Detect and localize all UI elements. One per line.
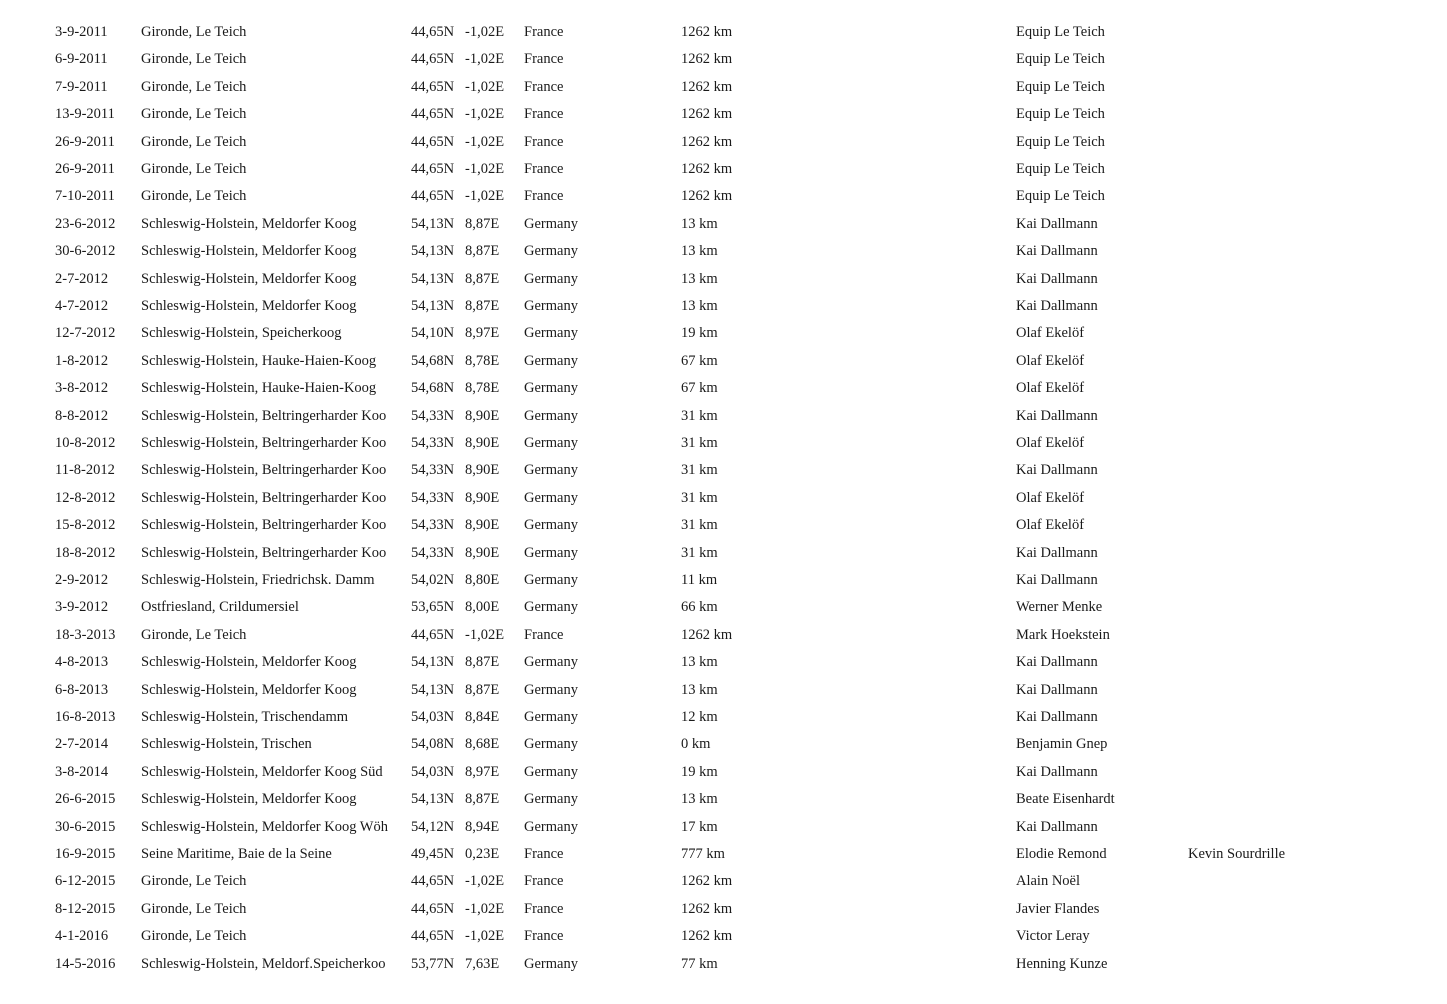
place-cell: Seine Maritime, Baie de la Seine — [141, 846, 332, 862]
record-row — [0, 622, 1447, 648]
record-row — [0, 46, 1447, 72]
longitude-cell: -1,02E — [465, 51, 505, 68]
distance-cell: 1262 km — [681, 188, 733, 205]
country-cell: Germany — [524, 818, 578, 835]
observer-cell: Kai Dallmann — [1016, 763, 1098, 780]
date-cell: 26-6-2015 — [55, 791, 116, 808]
date-cell: 26-9-2011 — [55, 133, 115, 150]
longitude-cell: -1,02E — [465, 626, 505, 643]
place-cell: Schleswig-Holstein, Beltringerharder Koo — [141, 544, 387, 561]
observer-cell: Equip Le Teich — [1016, 51, 1105, 68]
latitude-cell: 44,65N — [411, 51, 455, 68]
observer-cell: Benjamin Gnep — [1016, 736, 1108, 753]
latitude-cell: 44,65N — [411, 873, 455, 890]
longitude-cell: 8,97E — [465, 325, 500, 342]
observer-cell: Equip Le Teich — [1016, 188, 1105, 205]
country-cell: Germany — [524, 654, 578, 671]
observer-cell: Kai Dallmann — [1016, 215, 1098, 232]
longitude-cell: 8,94E — [465, 818, 500, 835]
date-cell: 2-9-2012 — [55, 572, 109, 588]
place-cell: Schleswig-Holstein, Beltringerharder Koo — [141, 407, 387, 424]
distance-cell: 13 km — [681, 654, 718, 671]
observer-cell: Kai Dallmann — [1016, 654, 1098, 671]
record-row — [0, 923, 1447, 949]
place-cell: Gironde, Le Teich — [141, 161, 247, 177]
place-cell: Ostfriesland, Crildumersiel — [141, 599, 299, 616]
latitude-cell: 54,13N — [411, 681, 455, 698]
observer-cell: Victor Leray — [1016, 928, 1090, 945]
country-cell: France — [524, 188, 564, 205]
country-cell: Germany — [524, 325, 578, 342]
longitude-cell: 8,68E — [465, 736, 500, 753]
longitude-cell: 8,80E — [465, 572, 500, 588]
distance-cell: 13 km — [681, 681, 718, 698]
date-cell: 7-9-2011 — [55, 78, 108, 95]
longitude-cell: 8,00E — [465, 599, 500, 616]
longitude-cell: -1,02E — [465, 24, 505, 40]
record-row — [0, 266, 1447, 292]
date-cell: 11-8-2012 — [55, 462, 115, 479]
place-cell: Gironde, Le Teich — [141, 626, 247, 643]
latitude-cell: 49,45N — [411, 846, 455, 862]
distance-cell: 777 km — [681, 846, 725, 862]
place-cell: Gironde, Le Teich — [141, 24, 247, 40]
country-cell: Germany — [524, 681, 578, 698]
place-cell: Schleswig-Holstein, Meldorfer Koog — [141, 654, 357, 671]
observer-cell: Olaf Ekelöf — [1016, 489, 1085, 506]
distance-cell: 1262 km — [681, 78, 733, 95]
latitude-cell: 54,13N — [411, 270, 455, 287]
latitude-cell: 54,33N — [411, 435, 455, 451]
country-cell: Germany — [524, 435, 578, 451]
date-cell: 3-9-2012 — [55, 599, 109, 616]
longitude-cell: 8,90E — [465, 462, 500, 479]
observer-cell: Kai Dallmann — [1016, 544, 1098, 561]
distance-cell: 1262 km — [681, 106, 733, 123]
date-cell: 12-7-2012 — [55, 325, 116, 342]
record-row — [0, 731, 1447, 757]
distance-cell: 1262 km — [681, 900, 733, 917]
record-row — [0, 677, 1447, 703]
latitude-cell: 54,33N — [411, 407, 455, 424]
place-cell: Schleswig-Holstein, Trischen — [141, 736, 312, 753]
place-cell: Gironde, Le Teich — [141, 928, 247, 945]
longitude-cell: 8,78E — [465, 380, 500, 397]
latitude-cell: 44,65N — [411, 928, 455, 945]
distance-cell: 17 km — [681, 818, 718, 835]
distance-cell: 66 km — [681, 599, 718, 616]
date-cell: 7-10-2011 — [55, 188, 115, 205]
country-cell: France — [524, 900, 564, 917]
date-cell: 6-12-2015 — [55, 873, 116, 890]
record-row — [0, 101, 1447, 127]
latitude-cell: 54,33N — [411, 544, 455, 561]
latitude-cell: 44,65N — [411, 188, 455, 205]
country-cell: Germany — [524, 380, 578, 397]
longitude-cell: 8,90E — [465, 435, 500, 451]
latitude-cell: 44,65N — [411, 106, 455, 123]
place-cell: Schleswig-Holstein, Meldorfer Koog — [141, 243, 357, 260]
distance-cell: 1262 km — [681, 873, 733, 890]
distance-cell: 1262 km — [681, 928, 733, 945]
observer-cell: Mark Hoekstein — [1016, 626, 1110, 643]
latitude-cell: 53,65N — [411, 599, 455, 616]
date-cell: 3-8-2012 — [55, 380, 109, 397]
longitude-cell: 8,87E — [465, 215, 500, 232]
latitude-cell: 54,68N — [411, 380, 455, 397]
record-row — [0, 540, 1447, 566]
latitude-cell: 54,33N — [411, 517, 455, 534]
latitude-cell: 44,65N — [411, 133, 455, 150]
record-row — [0, 211, 1447, 237]
latitude-cell: 44,65N — [411, 900, 455, 917]
longitude-cell: 8,87E — [465, 298, 500, 314]
date-cell: 3-9-2011 — [55, 24, 108, 40]
date-cell: 2-7-2014 — [55, 736, 109, 753]
longitude-cell: 8,84E — [465, 709, 500, 725]
distance-cell: 13 km — [681, 298, 718, 314]
country-cell: Germany — [524, 736, 578, 753]
longitude-cell: -1,02E — [465, 133, 505, 150]
country-cell: Germany — [524, 215, 578, 232]
date-cell: 1-8-2012 — [55, 352, 109, 369]
distance-cell: 19 km — [681, 763, 718, 780]
place-cell: Schleswig-Holstein, Meldorfer Koog Süd — [141, 763, 383, 780]
country-cell: France — [524, 161, 564, 177]
date-cell: 8-8-2012 — [55, 407, 109, 424]
distance-cell: 11 km — [681, 572, 718, 588]
record-row — [0, 786, 1447, 812]
longitude-cell: 8,87E — [465, 791, 500, 808]
country-cell: France — [524, 133, 564, 150]
place-cell: Gironde, Le Teich — [141, 51, 247, 68]
distance-cell: 31 km — [681, 544, 718, 561]
record-row — [0, 375, 1447, 401]
date-cell: 8-12-2015 — [55, 900, 116, 917]
distance-cell: 67 km — [681, 380, 718, 397]
record-row — [0, 951, 1447, 977]
country-cell: Germany — [524, 709, 578, 725]
observer-cell: Kai Dallmann — [1016, 462, 1098, 479]
longitude-cell: -1,02E — [465, 188, 505, 205]
record-row — [0, 19, 1447, 45]
date-cell: 15-8-2012 — [55, 517, 116, 534]
longitude-cell: 8,90E — [465, 517, 500, 534]
record-row — [0, 896, 1447, 922]
longitude-cell: 8,90E — [465, 544, 500, 561]
country-cell: Germany — [524, 270, 578, 287]
longitude-cell: 8,87E — [465, 654, 500, 671]
record-row — [0, 320, 1447, 346]
distance-cell: 1262 km — [681, 133, 733, 150]
longitude-cell: -1,02E — [465, 78, 505, 95]
place-cell: Gironde, Le Teich — [141, 133, 247, 150]
latitude-cell: 44,65N — [411, 24, 455, 40]
observer-cell: Alain Noël — [1016, 873, 1081, 890]
date-cell: 16-9-2015 — [55, 846, 116, 862]
latitude-cell: 54,13N — [411, 654, 455, 671]
record-row — [0, 238, 1447, 264]
country-cell: France — [524, 873, 564, 890]
latitude-cell: 54,03N — [411, 709, 455, 725]
place-cell: Schleswig-Holstein, Beltringerharder Koo — [141, 489, 387, 506]
record-row — [0, 348, 1447, 374]
longitude-cell: 8,90E — [465, 489, 500, 506]
date-cell: 16-8-2013 — [55, 709, 116, 725]
record-row — [0, 74, 1447, 100]
date-cell: 18-8-2012 — [55, 544, 116, 561]
country-cell: Germany — [524, 517, 578, 534]
date-cell: 30-6-2015 — [55, 818, 116, 835]
date-cell: 10-8-2012 — [55, 435, 116, 451]
distance-cell: 1262 km — [681, 626, 733, 643]
observer-cell: Olaf Ekelöf — [1016, 435, 1085, 451]
distance-cell: 1262 km — [681, 161, 733, 177]
record-row — [0, 156, 1447, 182]
place-cell: Schleswig-Holstein, Meldorfer Koog — [141, 270, 357, 287]
country-cell: Germany — [524, 544, 578, 561]
country-cell: Germany — [524, 572, 578, 588]
date-cell: 14-5-2016 — [55, 955, 116, 972]
country-cell: Germany — [524, 791, 578, 808]
place-cell: Schleswig-Holstein, Trischendamm — [141, 709, 349, 725]
date-cell: 6-8-2013 — [55, 681, 109, 698]
observer-cell: Olaf Ekelöf — [1016, 352, 1085, 369]
country-cell: France — [524, 846, 564, 862]
place-cell: Schleswig-Holstein, Hauke-Haien-Koog — [141, 380, 377, 397]
record-row — [0, 649, 1447, 675]
longitude-cell: 8,87E — [465, 270, 500, 287]
record-row — [0, 183, 1447, 209]
latitude-cell: 53,77N — [411, 955, 455, 972]
country-cell: Germany — [524, 763, 578, 780]
latitude-cell: 54,10N — [411, 325, 455, 342]
date-cell: 30-6-2012 — [55, 243, 116, 260]
place-cell: Gironde, Le Teich — [141, 106, 247, 123]
distance-cell: 1262 km — [681, 51, 733, 68]
date-cell: 4-8-2013 — [55, 654, 109, 671]
latitude-cell: 44,65N — [411, 626, 455, 643]
place-cell: Schleswig-Holstein, Beltringerharder Koo — [141, 517, 387, 534]
date-cell: 23-6-2012 — [55, 215, 116, 232]
longitude-cell: 8,87E — [465, 243, 500, 260]
observer-cell: Kai Dallmann — [1016, 243, 1098, 260]
record-row — [0, 567, 1447, 593]
latitude-cell: 54,13N — [411, 243, 455, 260]
date-cell: 12-8-2012 — [55, 489, 116, 506]
place-cell: Gironde, Le Teich — [141, 188, 247, 205]
latitude-cell: 54,13N — [411, 298, 455, 314]
latitude-cell: 54,03N — [411, 763, 455, 780]
latitude-cell: 54,13N — [411, 215, 455, 232]
distance-cell: 31 km — [681, 435, 718, 451]
distance-cell: 13 km — [681, 243, 718, 260]
observer-cell: Javier Flandes — [1016, 900, 1100, 917]
country-cell: Germany — [524, 489, 578, 506]
record-row — [0, 759, 1447, 785]
country-cell: Germany — [524, 352, 578, 369]
place-cell: Schleswig-Holstein, Meldorfer Koog — [141, 215, 357, 232]
country-cell: Germany — [524, 599, 578, 616]
distance-cell: 13 km — [681, 270, 718, 287]
distance-cell: 31 km — [681, 462, 718, 479]
place-cell: Gironde, Le Teich — [141, 78, 247, 95]
country-cell: France — [524, 106, 564, 123]
distance-cell: 13 km — [681, 791, 718, 808]
record-row — [0, 841, 1447, 867]
longitude-cell: 7,63E — [465, 955, 500, 972]
latitude-cell: 54,12N — [411, 818, 455, 835]
observer-cell: Equip Le Teich — [1016, 78, 1105, 95]
record-row — [0, 868, 1447, 894]
date-cell: 6-9-2011 — [55, 51, 108, 68]
country-cell: Germany — [524, 243, 578, 260]
place-cell: Schleswig-Holstein, Meldorf.Speicherkoo — [141, 955, 386, 972]
longitude-cell: -1,02E — [465, 900, 505, 917]
latitude-cell: 54,13N — [411, 791, 455, 808]
record-row — [0, 704, 1447, 730]
observer-cell: Henning Kunze — [1016, 955, 1108, 972]
place-cell: Schleswig-Holstein, Meldorfer Koog — [141, 791, 357, 808]
observer-cell: Elodie Remond — [1016, 846, 1107, 862]
distance-cell: 13 km — [681, 215, 718, 232]
distance-cell: 67 km — [681, 352, 718, 369]
record-row — [0, 457, 1447, 483]
observer-cell: Kai Dallmann — [1016, 818, 1098, 835]
record-row — [0, 512, 1447, 538]
observer-cell: Olaf Ekelöf — [1016, 517, 1085, 534]
country-cell: France — [524, 24, 564, 40]
observer-cell: Equip Le Teich — [1016, 24, 1105, 40]
place-cell: Schleswig-Holstein, Meldorfer Koog Wöh — [141, 818, 388, 835]
country-cell: Germany — [524, 955, 578, 972]
country-cell: France — [524, 51, 564, 68]
record-row — [0, 594, 1447, 620]
observer-cell: Equip Le Teich — [1016, 106, 1105, 123]
latitude-cell: 54,33N — [411, 462, 455, 479]
observer-cell: Olaf Ekelöf — [1016, 380, 1085, 397]
latitude-cell: 54,08N — [411, 736, 455, 753]
place-cell: Schleswig-Holstein, Speicherkoog — [141, 325, 342, 342]
latitude-cell: 54,33N — [411, 489, 455, 506]
record-row — [0, 814, 1447, 840]
observer-cell: Equip Le Teich — [1016, 133, 1105, 150]
longitude-cell: 8,78E — [465, 352, 500, 369]
record-row — [0, 403, 1447, 429]
longitude-cell: -1,02E — [465, 873, 505, 890]
latitude-cell: 44,65N — [411, 161, 455, 177]
country-cell: France — [524, 78, 564, 95]
longitude-cell: 8,97E — [465, 763, 500, 780]
place-cell: Schleswig-Holstein, Beltringerharder Koo — [141, 462, 387, 479]
longitude-cell: -1,02E — [465, 161, 505, 177]
longitude-cell: -1,02E — [465, 106, 505, 123]
latitude-cell: 44,65N — [411, 78, 455, 95]
distance-cell: 1262 km — [681, 24, 733, 40]
place-cell: Schleswig-Holstein, Friedrichsk. Damm — [141, 572, 375, 588]
observer-cell: Olaf Ekelöf — [1016, 325, 1085, 342]
observer-cell: Kai Dallmann — [1016, 270, 1098, 287]
place-cell: Schleswig-Holstein, Hauke-Haien-Koog — [141, 352, 377, 369]
second-observer-cell: Kevin Sourdrille — [1188, 846, 1286, 862]
observer-cell: Kai Dallmann — [1016, 572, 1098, 588]
observer-cell: Kai Dallmann — [1016, 407, 1098, 424]
date-cell: 26-9-2011 — [55, 161, 115, 177]
record-row — [0, 485, 1447, 511]
country-cell: Germany — [524, 462, 578, 479]
longitude-cell: 0,23E — [465, 846, 500, 862]
distance-cell: 0 km — [681, 736, 711, 753]
date-cell: 2-7-2012 — [55, 270, 109, 287]
observer-cell: Beate Eisenhardt — [1016, 791, 1115, 808]
latitude-cell: 54,68N — [411, 352, 455, 369]
date-cell: 3-8-2014 — [55, 763, 109, 780]
record-row — [0, 430, 1447, 456]
distance-cell: 31 km — [681, 489, 718, 506]
country-cell: Germany — [524, 407, 578, 424]
distance-cell: 31 km — [681, 407, 718, 424]
place-cell: Schleswig-Holstein, Meldorfer Koog — [141, 681, 357, 698]
longitude-cell: -1,02E — [465, 928, 505, 945]
country-cell: France — [524, 626, 564, 643]
date-cell: 13-9-2011 — [55, 106, 115, 123]
observer-cell: Kai Dallmann — [1016, 298, 1098, 314]
distance-cell: 31 km — [681, 517, 718, 534]
longitude-cell: 8,90E — [465, 407, 500, 424]
distance-cell: 19 km — [681, 325, 718, 342]
longitude-cell: 8,87E — [465, 681, 500, 698]
latitude-cell: 54,02N — [411, 572, 455, 588]
observer-cell: Kai Dallmann — [1016, 709, 1098, 725]
observer-cell: Kai Dallmann — [1016, 681, 1098, 698]
place-cell: Gironde, Le Teich — [141, 873, 247, 890]
country-cell: France — [524, 928, 564, 945]
observer-cell: Equip Le Teich — [1016, 161, 1105, 177]
place-cell: Gironde, Le Teich — [141, 900, 247, 917]
record-row — [0, 129, 1447, 155]
place-cell: Schleswig-Holstein, Meldorfer Koog — [141, 298, 357, 314]
country-cell: Germany — [524, 298, 578, 314]
distance-cell: 77 km — [681, 955, 718, 972]
observer-cell: Werner Menke — [1016, 599, 1103, 616]
date-cell: 18-3-2013 — [55, 626, 116, 643]
place-cell: Schleswig-Holstein, Beltringerharder Koo — [141, 435, 387, 451]
distance-cell: 12 km — [681, 709, 718, 725]
record-row — [0, 293, 1447, 319]
date-cell: 4-7-2012 — [55, 298, 109, 314]
date-cell: 4-1-2016 — [55, 928, 109, 945]
